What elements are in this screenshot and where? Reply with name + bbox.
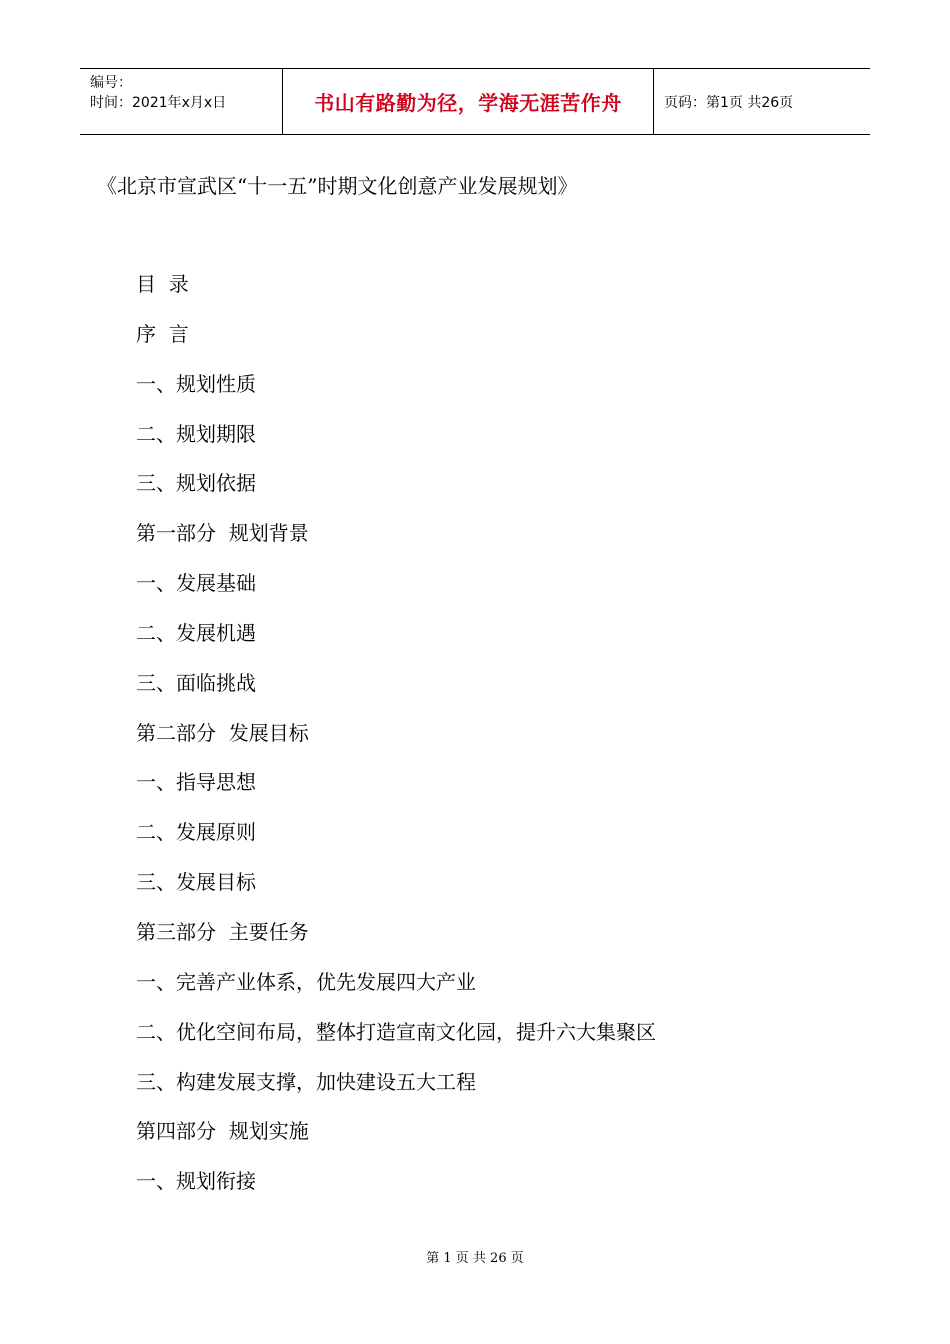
toc-heading: 目 录 bbox=[136, 272, 189, 296]
toc-item: 一、发展基础 bbox=[136, 571, 256, 596]
date-line: 时间：2021年x月x日 bbox=[90, 95, 227, 111]
toc-item: 一、规划性质 bbox=[136, 371, 256, 396]
toc-item: 序 言 bbox=[136, 321, 189, 346]
table-of-contents bbox=[136, 270, 656, 1217]
header-motto-cell bbox=[282, 69, 654, 134]
motto-text: 书山有路勤为径，学海无涯苦作舟 bbox=[314, 91, 622, 115]
page-info-text: 页码：第1页 共26页 bbox=[664, 94, 794, 111]
toc-item: 三、规划依据 bbox=[136, 471, 256, 496]
toc-item: 二、发展机遇 bbox=[136, 620, 256, 645]
toc-item: 三、发展目标 bbox=[136, 870, 256, 895]
toc-section: 第二部分 发展目标 bbox=[136, 720, 309, 745]
toc-item: 三、面临挑战 bbox=[136, 670, 256, 695]
toc-item: 一、规划衔接 bbox=[136, 1169, 256, 1194]
toc-section: 第三部分 主要任务 bbox=[136, 919, 309, 944]
page-footer bbox=[0, 1247, 950, 1266]
footer-page-number: 第 1 页 共 26 页 bbox=[426, 1251, 524, 1266]
serial-number-label: 编号： bbox=[90, 75, 132, 91]
toc-item: 一、指导思想 bbox=[136, 770, 256, 795]
document-title: 《北京市宣武区“十一五”时期文化创意产业发展规划》 bbox=[97, 174, 578, 198]
toc-item: 二、规划期限 bbox=[136, 421, 256, 446]
toc-item: 二、优化空间布局，整体打造宣南文化园，提升六大集聚区 bbox=[136, 1019, 656, 1044]
toc-section: 第一部分 规划背景 bbox=[136, 521, 309, 546]
toc-section: 第四部分 规划实施 bbox=[136, 1119, 309, 1144]
toc-item: 一、完善产业体系，优先发展四大产业 bbox=[136, 969, 476, 994]
document-header bbox=[80, 68, 870, 135]
header-meta bbox=[80, 69, 282, 134]
toc-item: 二、发展原则 bbox=[136, 820, 256, 845]
header-page-info bbox=[654, 69, 870, 134]
toc-item: 三、构建发展支撑，加快建设五大工程 bbox=[136, 1069, 476, 1094]
